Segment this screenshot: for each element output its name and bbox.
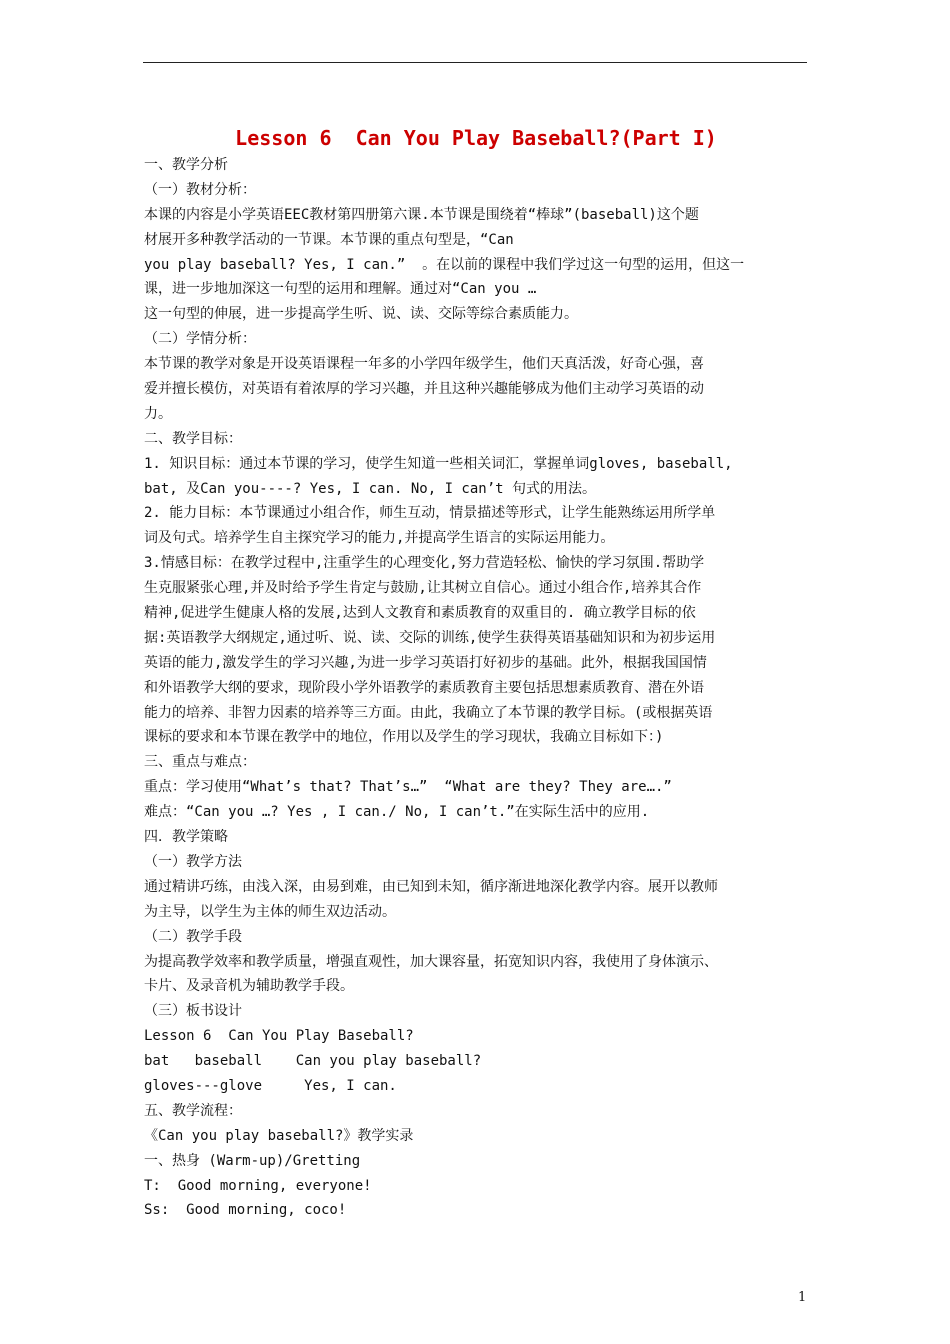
text-line: 重点：学习使用“What’s that? That’s…” “What are they? They are….”: [144, 779, 672, 796]
text-line: （二）学情分析：: [144, 331, 256, 348]
text-lines: [144, 153, 808, 1223]
text-line: 和外语教学大纲的要求，现阶段小学外语教学的素质教育主要包括思想素质教育、潜在外语: [144, 679, 704, 696]
text-line: 词及句式。培养学生自主探究学习的能力,并提高学生语言的实际运用能力。: [144, 530, 615, 547]
text-line: 这一句型的伸展，进一步提高学生听、说、读、交际等综合素质能力。: [144, 306, 578, 323]
text-line: 英语的能力,激发学生的学习兴趣,为进一步学习英语打好初步的基础。此外，根据我国国情: [144, 654, 707, 671]
text-line: 2. 能力目标：本节课通过小组合作，师生互动，情景描述等形式，让学生能熟练运用所学单: [144, 505, 716, 522]
text-line: 3.情感目标：在教学过程中,注重学生的心理变化,努力营造轻松、愉快的学习氛围.帮助学: [144, 555, 705, 572]
text-line: gloves---glove Yes, I can.: [144, 1077, 397, 1094]
text-line: 为主导，以学生为主体的师生双边活动。: [144, 903, 396, 920]
text-line: 据:英语教学大纲规定,通过听、说、读、交际的训练,使学生获得英语基础知识和为初步运用: [144, 629, 716, 646]
text-line: T: Good morning, everyone!: [144, 1177, 372, 1194]
text-line: （一）教学方法: [144, 853, 242, 870]
text-line: 精神,促进学生健康人格的发展,达到人文教育和素质教育的双重目的. 确立教学目标的依: [144, 605, 696, 622]
text-line: 通过精讲巧练，由浅入深，由易到难，由已知到未知，循序渐进地深化教学内容。展开以教师: [144, 878, 718, 895]
text-line: 材展开多种教学活动的一节课。本节课的重点句型是，“Can: [144, 231, 514, 248]
text-line: 能力的培养、非智力因素的培养等三方面。由此，我确立了本节课的教学目标。(或根据英语: [144, 704, 713, 721]
text-line: bat baseball Can you play baseball?: [144, 1053, 482, 1070]
page-number: 1: [798, 1290, 807, 1305]
text-line: 力。: [144, 405, 172, 422]
text-line: bat, 及Can you----? Yes, I can. No, I can’t 句式的用法。: [144, 480, 597, 497]
text-line: 卡片、及录音机为辅助教学手段。: [144, 978, 354, 995]
text-line: 一、教学分析: [144, 157, 228, 173]
text-line: Ss: Good morning, coco!: [144, 1202, 347, 1219]
lesson-title: Lesson 6 Can You Play Baseball?(Part I): [235, 126, 717, 150]
text-line: 本节课的教学对象是开设英语课程一年多的小学四年级学生，他们天真活泼，好奇心强，喜: [144, 356, 704, 373]
text-line: Lesson 6 Can You Play Baseball?: [144, 1028, 414, 1045]
text-line: （一）教材分析：: [144, 181, 256, 198]
text-line: （三）板书设计: [144, 1003, 242, 1020]
document-body: [144, 124, 808, 1223]
text-line: 二、教学目标：: [144, 430, 242, 447]
text-line: 难点：“Can you …? Yes , I can./ No, I can’t.”在实际生活中的应用.: [144, 804, 650, 821]
text-line: 课，进一步地加深这一句型的运用和理解。通过对“Can you …: [144, 281, 537, 298]
text-line: 《Can you play baseball?》教学实录: [144, 1127, 414, 1144]
text-line: 课标的要求和本节课在教学中的地位，作用以及学生的学习现状，我确立目标如下：): [144, 729, 664, 746]
text-line: 四．教学策略: [144, 829, 228, 846]
text-line: 1. 知识目标：通过本节课的学习，使学生知道一些相关词汇，掌握单词gloves, baseball,: [144, 455, 733, 472]
text-line: 一、热身 (Warm-up)/Gretting: [144, 1152, 361, 1169]
header-rule: [143, 62, 807, 63]
text-line: 为提高教学效率和教学质量，增强直观性，加大课容量，拓宽知识内容，我使用了身体演示、: [144, 953, 718, 970]
text-line: （二）教学手段: [144, 928, 242, 945]
text-line: 三、重点与难点：: [144, 754, 256, 771]
text-line: 生克服紧张心理,并及时给予学生肯定与鼓励,让其树立自信心。通过小组合作,培养其合作: [144, 580, 702, 597]
text-line: you play baseball? Yes, I can.” 。在以前的课程中我们学过这一句型的运用，但这一: [144, 256, 745, 273]
text-line: 五、教学流程：: [144, 1102, 242, 1119]
text-line: 爱并擅长模仿，对英语有着浓厚的学习兴趣，并且这种兴趣能够成为他们主动学习英语的动: [144, 381, 704, 398]
text-line: 本课的内容是小学英语EEC教材第四册第六课.本节课是围绕着“棒球”(baseball)这个题: [144, 206, 699, 223]
